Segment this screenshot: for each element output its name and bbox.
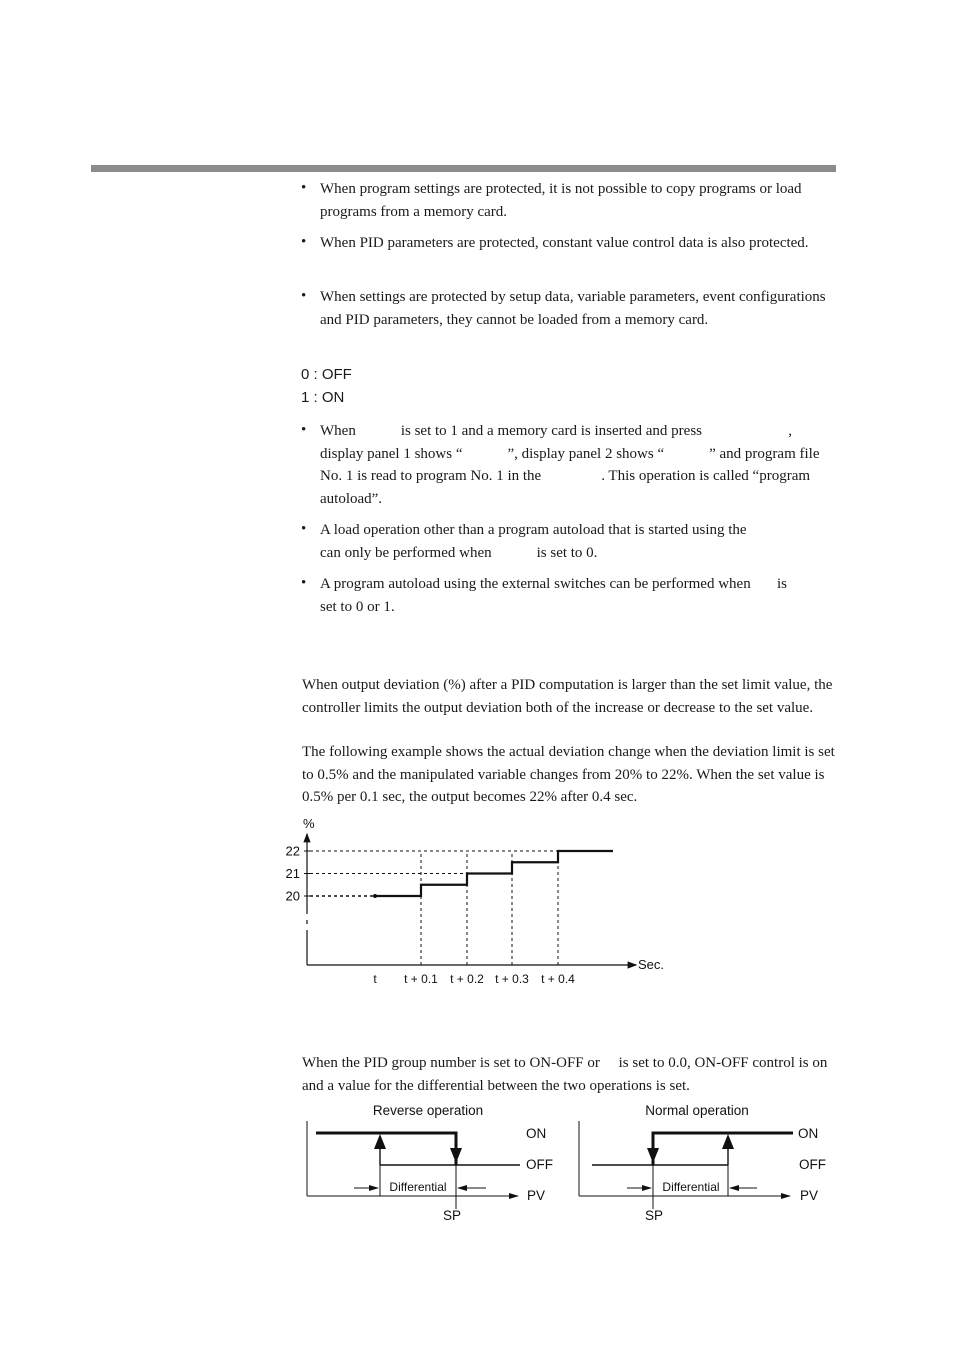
bullet: • xyxy=(301,422,307,438)
output-series-line xyxy=(375,851,613,896)
x-tick-label: t + 0.3 xyxy=(495,972,529,986)
x-tick-label: t + 0.2 xyxy=(450,972,484,986)
down-arrow-icon xyxy=(450,1148,462,1163)
normal-title: Normal operation xyxy=(645,1103,749,1118)
deviation-paragraph-2: The following example shows the actual deviation change when the deviation limit is set to 0.5% and the manipulated variable changes from 20% to 22%. When the set value is 0.5% per 0.1 sec, the output becomes 22% after 0.4 sec. xyxy=(302,744,835,805)
option-off: 0 : OFF xyxy=(301,366,352,383)
deviation-chart xyxy=(270,812,690,992)
reverse-pv: PV xyxy=(527,1188,546,1203)
normal-on: ON xyxy=(798,1126,819,1141)
deviation-paragraph-1: When output deviation (%) after a PID computation is larger than the set limit value, the controller limits the output deviation both of the increase or decrease to the set value. xyxy=(302,677,833,716)
y-axis-label: % xyxy=(303,816,315,831)
header-rule xyxy=(91,165,836,172)
normal-differential: Differential xyxy=(662,1180,720,1194)
option-on: 1 : ON xyxy=(301,389,345,406)
reverse-differential: Differential xyxy=(389,1180,447,1194)
y-tick-label: 22 xyxy=(285,843,300,859)
normal-sp: SP xyxy=(644,1208,664,1223)
protect-note-3: When settings are protected by setup data, variable parameters, event configurations and PID parameters, they cannot be loaded from a memory card. xyxy=(320,289,826,328)
bullet: • xyxy=(301,288,307,304)
x-tick-label: t + 0.4 xyxy=(541,972,575,986)
bullet: • xyxy=(301,575,307,591)
down-arrow-icon xyxy=(647,1148,659,1163)
x-axis-label: Sec. xyxy=(638,957,665,972)
normal-pv: PV xyxy=(800,1188,819,1203)
protect-note-1: When program settings are protected, it is not possible to copy programs or load programs from a memory card. xyxy=(320,181,802,220)
reverse-title: Reverse operation xyxy=(372,1103,484,1118)
normal-off: OFF xyxy=(799,1157,826,1172)
y-tick-label: 20 xyxy=(285,888,300,904)
bullet: • xyxy=(301,521,307,537)
reverse-off: OFF xyxy=(526,1157,553,1172)
x-tick-label: t xyxy=(373,972,377,986)
bullet: • xyxy=(301,180,307,196)
onoff-paragraph: When the PID group number is set to ON-OFF or is set to 0.0, ON-OFF control is on and a value for the differential between the two operations is set. xyxy=(302,1055,832,1094)
autoload-note-2: A load operation other than a program autoload that is started using the can only be performed when is set to 0. xyxy=(320,522,781,561)
onoff-diagrams xyxy=(296,1097,836,1229)
reverse-sp: SP xyxy=(442,1208,462,1223)
up-arrow-icon xyxy=(374,1134,386,1149)
autoload-note-3: A program autoload using the external switches can be performed when is set to 0 or 1. xyxy=(320,576,791,615)
normal-operation-diagram xyxy=(579,1103,826,1223)
x-tick-label: t + 0.1 xyxy=(404,972,438,986)
reverse-operation-diagram xyxy=(307,1103,553,1223)
reverse-on: ON xyxy=(526,1126,547,1141)
protect-note-2: When PID parameters are protected, constant value control data is also protected. xyxy=(320,235,809,251)
y-tick-label: 21 xyxy=(285,866,300,881)
bullet: • xyxy=(301,234,307,250)
up-arrow-icon xyxy=(722,1134,734,1149)
autoload-note-1: When is set to 1 and a memory card is inserted and press , display panel 1 shows “ ”, display panel 2 shows “ ” and program file No. 1 is read to program No. 1 in the . This operation is called “program autoload”. xyxy=(320,423,824,507)
